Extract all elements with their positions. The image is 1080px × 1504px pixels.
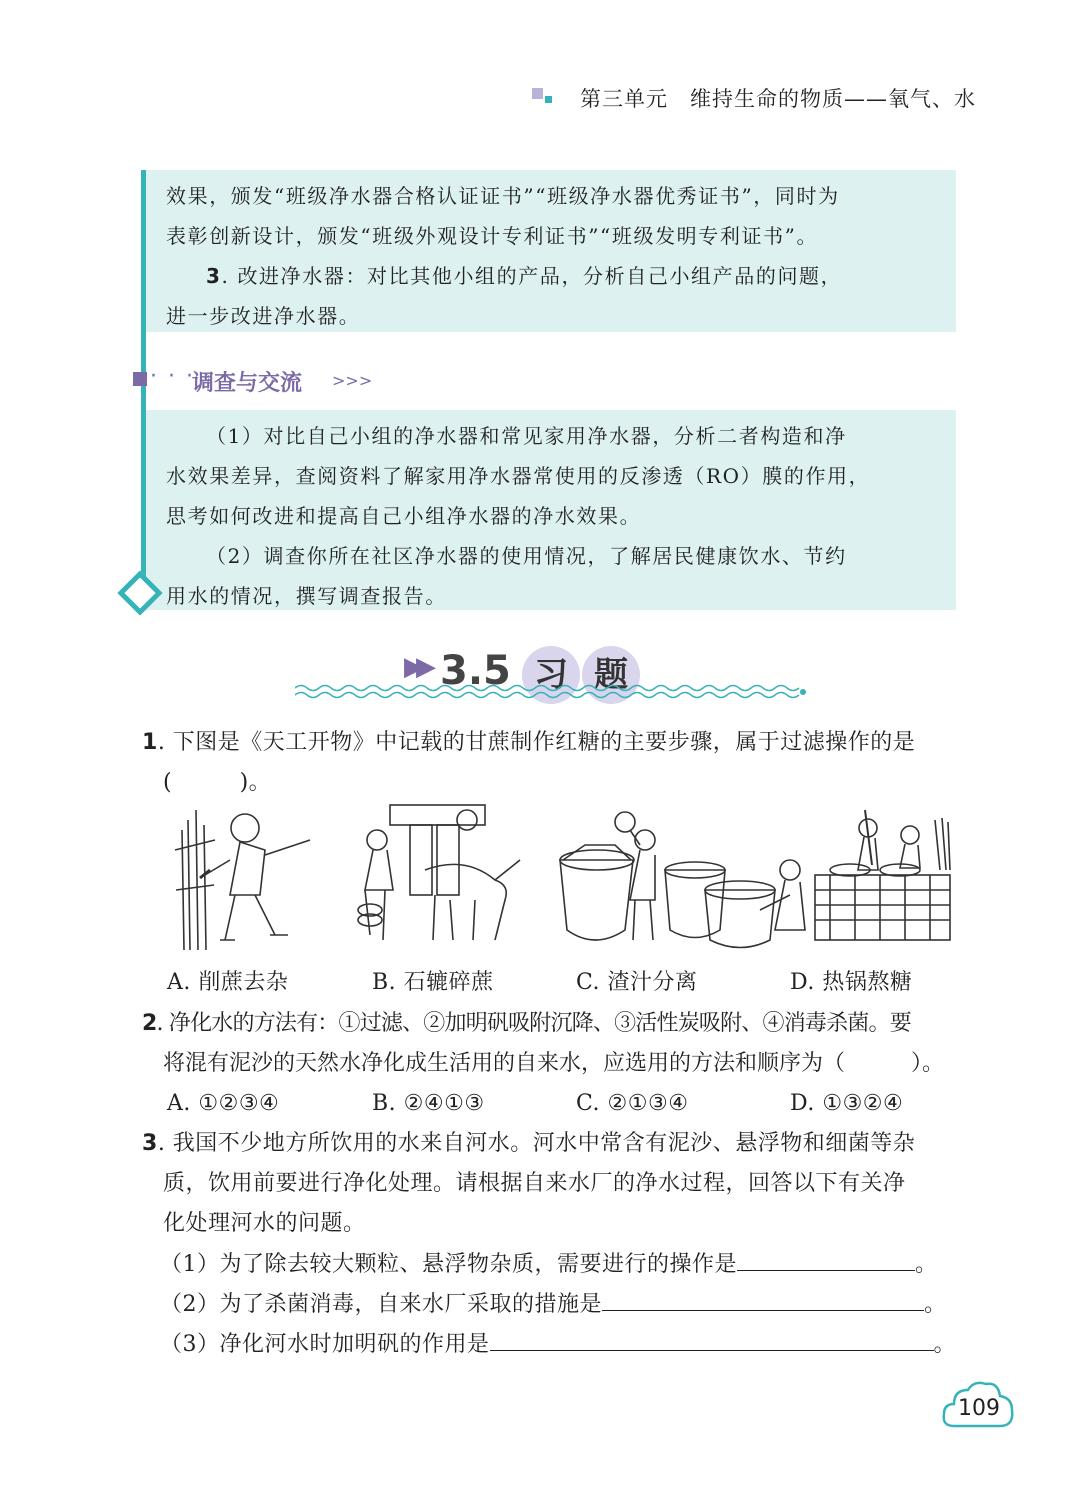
item-number: 3 — [206, 264, 222, 288]
q3-sub-3 — [160, 1324, 956, 1365]
question-number: 3 — [142, 1131, 158, 1156]
exercise-title-char: 习 — [522, 646, 580, 704]
item-text: . 改进净水器：对比其他小组的产品，分析自己小组产品的问题， — [221, 264, 843, 288]
q1-option-a: A. 削蔗去杂 — [167, 970, 289, 995]
q1-option-c: C. 渣汁分离 — [576, 970, 698, 995]
box1-line: 进一步改进净水器。 — [166, 304, 361, 328]
question-number: 2 — [142, 1011, 157, 1036]
section-marker-icon — [133, 372, 147, 386]
box2-line: 水效果差异，查阅资料了解家用净水器常使用的反渗透（RO）膜的作用， — [166, 464, 871, 488]
answer-blank[interactable] — [490, 1324, 934, 1351]
box1-item3 — [166, 256, 942, 296]
illustration-filtering — [560, 812, 775, 948]
exercise-title-char: 题 — [582, 646, 640, 704]
sub-question-text: （2）为了杀菌消毒，自来水厂采取的措施是 — [160, 1292, 602, 1317]
sub-end: 。 — [933, 1332, 957, 1357]
illustration-cutting-cane — [175, 810, 310, 950]
tiangong-kaiwu-illustration — [170, 800, 960, 960]
question-2-line: 将混有泥沙的天然水净化成生活用的自来水，应选用的方法和顺序为（ ）。 — [163, 1051, 945, 1076]
question-3-line — [142, 1124, 915, 1164]
box1-line: 效果，颁发“班级净水器合格认证证书”“班级净水器优秀证书”，同时为 — [166, 184, 840, 208]
fast-forward-icon: ▶▶ — [404, 652, 428, 682]
illustration-boiling-sugar — [760, 810, 950, 940]
q3-sub-1 — [160, 1244, 938, 1285]
investigation-box — [146, 410, 956, 610]
question-2-line — [142, 1004, 911, 1044]
q2-option-b: B. ②④①③ — [372, 1091, 485, 1116]
box2-line: （2）调查你所在社区净水器的使用情况，了解居民健康饮水、节约 — [206, 544, 847, 568]
answer-blank[interactable] — [602, 1284, 924, 1311]
box2-line: 思考如何改进和提高自己小组净水器的净水效果。 — [166, 504, 642, 528]
box2-line: 用水的情况，撰写调查报告。 — [166, 584, 447, 608]
section-title: 调查与交流 — [192, 371, 303, 396]
q2-option-c: C. ②①③④ — [576, 1091, 689, 1116]
question-1-answer-paren: ( )。 — [163, 770, 272, 795]
page-number: 109 — [958, 1396, 1000, 1421]
exercise-number: 3.5 — [440, 648, 511, 694]
sub-question-text: （3）净化河水时加明矾的作用是 — [160, 1332, 490, 1357]
q1-option-d: D. 热锅熬糖 — [790, 970, 913, 995]
unit-header-title: 第三单元 维持生命的物质——氧气、水 — [580, 87, 976, 111]
box2-line: （1）对比自己小组的净水器和常见家用净水器，分析二者构造和净 — [206, 424, 847, 448]
header-decoration — [532, 88, 556, 108]
q2-option-d: D. ①③②④ — [790, 1091, 904, 1116]
q3-sub-2 — [160, 1284, 947, 1325]
question-3-line: 质，饮用前要进行净化处理。请根据自来水厂的净水过程，回答以下有关净 — [163, 1171, 906, 1196]
sub-question-text: （1）为了除去较大颗粒、悬浮物杂质，需要进行的操作是 — [160, 1252, 737, 1277]
question-3-line: 化处理河水的问题。 — [163, 1211, 366, 1236]
q1-option-b: B. 石辘碎蔗 — [372, 970, 494, 995]
illustration-stone-rollers — [358, 805, 520, 940]
box1-line: 表彰创新设计，颁发“班级外观设计专利证书”“班级发明专利证书”。 — [166, 224, 819, 248]
sub-end: 。 — [924, 1292, 947, 1317]
section-dots: · · · — [150, 364, 195, 389]
question-1-line — [142, 723, 915, 763]
activity-box-continued — [146, 170, 956, 332]
sub-end: 。 — [915, 1252, 938, 1277]
question-text: . 净化水的方法有：①过滤、②加明矾吸附沉降、③活性炭吸附、④消毒杀菌。要 — [156, 1011, 911, 1036]
question-text: . 下图是《天工开物》中记载的甘蔗制作红糖的主要步骤，属于过滤操作的是 — [157, 730, 916, 755]
question-text: . 我国不少地方所饮用的水来自河水。河水中常含有泥沙、悬浮物和细菌等杂 — [157, 1131, 916, 1156]
q2-option-a: A. ①②③④ — [167, 1091, 280, 1116]
wave-underline — [295, 680, 807, 702]
question-number: 1 — [142, 730, 158, 755]
answer-blank[interactable] — [737, 1244, 915, 1271]
section-arrows: >>> — [332, 371, 373, 390]
